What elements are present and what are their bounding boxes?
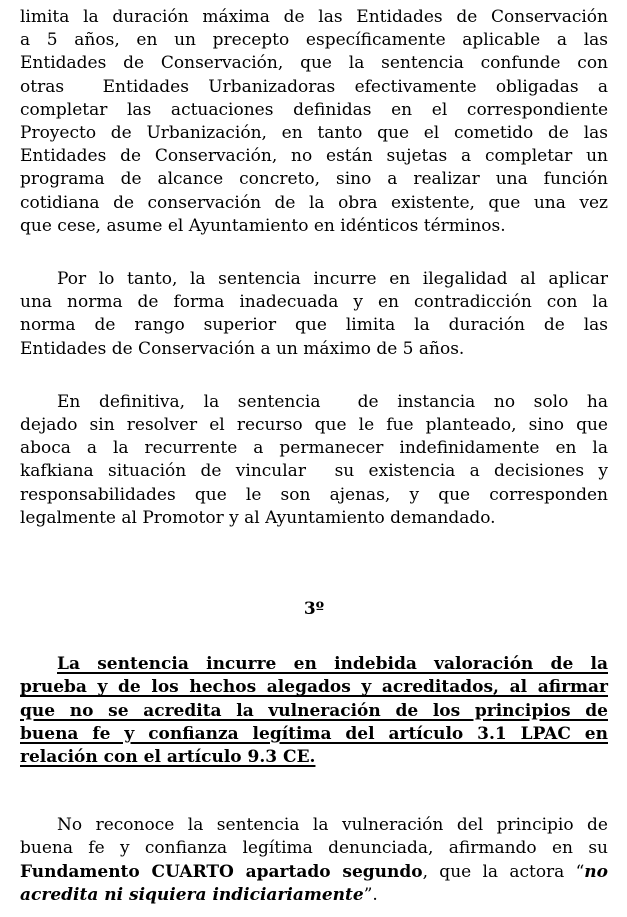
text-line xyxy=(20,268,608,291)
section-heading xyxy=(20,598,608,621)
text-run: relación con el artículo 9.3 CE. xyxy=(20,747,316,768)
text-run: No reconoce la sentencia la vulneración del principio de xyxy=(57,815,608,836)
text-run: Entidades de Conservación, no están sujetas a completar un xyxy=(20,146,608,167)
text-run: En definitiva, la sentencia de instancia no solo ha xyxy=(57,391,608,412)
text-run: norma de rango superior que limita la duración de las xyxy=(20,315,608,336)
text-run: buena fe y confianza legítima del artículo 3.1 LPAC en xyxy=(20,723,608,744)
text-run: kafkiana situación de vincular su existencia a decisiones y xyxy=(20,461,608,482)
text-run: ”. xyxy=(363,884,378,905)
text-line xyxy=(20,29,608,52)
text-line xyxy=(20,291,608,314)
paragraph xyxy=(20,6,608,238)
text-line xyxy=(20,437,608,460)
text-line xyxy=(20,598,608,621)
text-run: Entidades de Conservación a un máximo de 5 años. xyxy=(20,338,465,359)
text-line xyxy=(20,168,608,191)
text-line xyxy=(20,884,608,907)
text-run: responsabilidades que le son ajenas, y que corresponden xyxy=(20,484,608,505)
text-run: no xyxy=(584,861,608,882)
text-run: Entidades de Conservación, que la sentencia confunde con xyxy=(20,53,608,74)
text-line xyxy=(20,460,608,483)
paragraph xyxy=(20,268,608,361)
text-run: una norma de forma inadecuada y en contradicción con la xyxy=(20,292,608,313)
text-run: Proyecto de Urbanización, en tanto que el cometido de las xyxy=(20,123,608,144)
text-line xyxy=(20,653,608,676)
document-body xyxy=(20,6,608,907)
text-run: a 5 años, en un precepto específicamente aplicable a las xyxy=(20,30,608,51)
paragraph xyxy=(20,653,608,769)
text-run: aboca a la recurrente a permanecer indefinidamente en la xyxy=(20,438,608,459)
text-run: buena fe y confianza legítima denunciada, afirmando en su xyxy=(20,838,608,859)
text-line xyxy=(20,484,608,507)
text-line xyxy=(20,746,608,769)
text-run: Fundamento CUARTO apartado segundo xyxy=(20,861,423,882)
text-line xyxy=(20,676,608,699)
text-line xyxy=(20,6,608,29)
text-run: limita la duración máxima de las Entidades de Conservación xyxy=(20,7,608,27)
text-line xyxy=(20,391,608,414)
text-run: que no se acredita la vulneración de los principios de xyxy=(20,700,608,721)
text-line xyxy=(20,861,608,884)
text-run: programa de alcance concreto, sino a realizar una función xyxy=(20,169,608,190)
paragraph xyxy=(20,391,608,530)
text-run: legalmente al Promotor y al Ayuntamiento demandado. xyxy=(20,507,496,528)
text-run: acredita ni siquiera indiciariamente xyxy=(20,884,364,905)
text-line xyxy=(20,814,608,837)
text-line xyxy=(20,338,608,361)
text-line xyxy=(20,145,608,168)
text-line xyxy=(20,837,608,860)
text-run: Por lo tanto, la sentencia incurre en ilegalidad al aplicar xyxy=(57,269,608,290)
paragraph xyxy=(20,814,608,907)
text-line xyxy=(20,723,608,746)
text-run: dejado sin resolver el recurso que le fue planteado, sino que xyxy=(20,415,608,436)
text-line xyxy=(20,99,608,122)
text-line xyxy=(20,52,608,75)
text-line xyxy=(20,76,608,99)
text-line xyxy=(20,414,608,437)
text-run: cotidiana de conservación de la obra existente, que una vez xyxy=(20,192,608,213)
text-run: prueba y de los hechos alegados y acreditados, al afirmar xyxy=(20,677,608,698)
text-line xyxy=(20,314,608,337)
text-line xyxy=(20,700,608,723)
text-line xyxy=(20,192,608,215)
text-run: La sentencia incurre en indebida valoración de la xyxy=(57,654,608,675)
text-line xyxy=(20,122,608,145)
text-run: , que la actora “ xyxy=(422,861,585,882)
text-line xyxy=(20,215,608,238)
text-line xyxy=(20,507,608,530)
text-run: que cese, asume el Ayuntamiento en idénticos términos. xyxy=(20,215,506,236)
text-run: completar las actuaciones definidas en el correspondiente xyxy=(20,99,608,120)
text-run: otras Entidades Urbanizadoras efectivamente obligadas a xyxy=(20,76,608,97)
text-run: 3º xyxy=(303,599,325,620)
